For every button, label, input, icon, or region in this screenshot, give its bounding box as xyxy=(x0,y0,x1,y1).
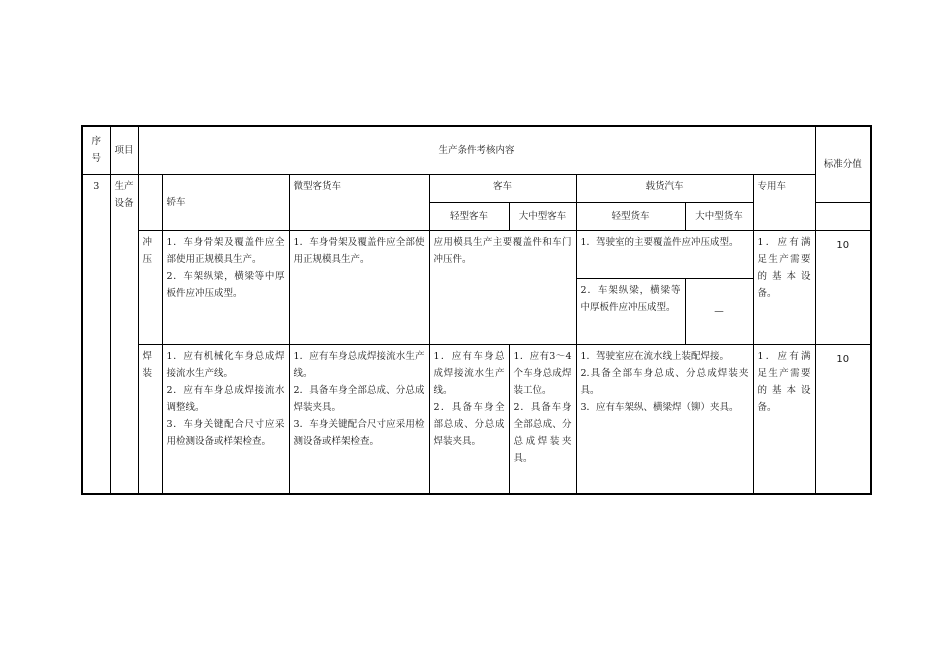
sedan-header: 轿车 xyxy=(162,174,289,230)
score-header: 标准分值 xyxy=(815,126,871,202)
truck-header: 载货汽车 xyxy=(576,174,753,202)
stamping-micro: 1．车身骨架及覆盖件应全部使用正规模具生产。 xyxy=(289,230,429,344)
welding-micro xyxy=(289,344,429,494)
bus-header: 客车 xyxy=(429,174,576,202)
score-subheader-blank xyxy=(815,202,871,230)
stamping-special: 1．应有满足生产需要的基本设备。 xyxy=(753,230,815,344)
welding-row xyxy=(82,344,871,494)
content-header: 生产条件考核内容 xyxy=(138,126,815,174)
welding-sedan-text: 1．应有机械化车身总成焊接流水生产线。 2．应有车身总成焊接流水调整线。 3．车身关键配合尺寸应采用检测设备或样架检查。 xyxy=(166,350,285,447)
welding-special: 1．应有满足生产需要的基本设备。 xyxy=(753,344,815,494)
welding-sedan xyxy=(162,344,289,494)
process-stamping: 冲压 xyxy=(138,230,162,344)
welding-bus-large-text: 1．应有3～4个车身总成焊装工位。 2．具备车身全部总成、分总成焊装夹具。 xyxy=(513,350,572,464)
stamping-row-a xyxy=(82,230,871,278)
process-header-blank xyxy=(138,174,162,230)
vehicle-type-row-1 xyxy=(82,174,871,202)
stamping-score: 10 xyxy=(815,230,871,344)
special-header: 专用车 xyxy=(753,174,815,230)
welding-truck-text: 1．驾驶室应在流水线上装配焊接。 2.具备全部车身总成、分总成焊装夹具。 3．应有车架纵、横梁焊（铆）夹具。 xyxy=(580,350,749,413)
truck-light-header: 轻型货车 xyxy=(576,202,685,230)
section-number: 3 xyxy=(82,174,110,494)
process-welding: 焊装 xyxy=(138,344,162,494)
stamping-truck-a: 1．驾驶室的主要覆盖件应冲压成型。 xyxy=(576,230,753,278)
seq-header: 序号 xyxy=(82,126,110,174)
welding-score: 10 xyxy=(815,344,871,494)
stamping-sedan xyxy=(162,230,289,344)
bus-light-header: 轻型客车 xyxy=(429,202,509,230)
bus-large-header: 大中型客车 xyxy=(509,202,576,230)
welding-truck xyxy=(576,344,753,494)
micro-header: 微型客货车 xyxy=(289,174,429,230)
truck-large-header: 大中型货车 xyxy=(685,202,753,230)
production-conditions-table xyxy=(81,125,872,495)
item-header: 项目 xyxy=(110,126,138,174)
section-name: 生产设备 xyxy=(110,174,138,494)
header-row xyxy=(82,126,871,174)
stamping-bus: 应用模具生产主要覆盖件和车门冲压件。 xyxy=(429,230,576,344)
stamping-sedan-text: 1．车身骨架及覆盖件应全部使用正规模具生产。 2．车架纵梁，横梁等中厚板件应冲压成型。 xyxy=(166,236,285,299)
stamping-truck-light: 2．车架纵梁，横梁等中厚板件应冲压成型。 xyxy=(576,278,685,344)
welding-bus-large xyxy=(509,344,576,494)
welding-micro-text: 1．应有车身总成焊接流水生产线。 2．具备车身全部总成、分总成焊装夹具。 3．车身关键配合尺寸应采用检测设备或样架检查。 xyxy=(293,350,425,447)
stamping-truck-large: — xyxy=(685,278,753,344)
welding-bus-light-text: 1．应有车身总成焊接流水生产线。 2．具备车身全部总成、分总成焊装夹具。 xyxy=(433,350,505,447)
welding-bus-light xyxy=(429,344,509,494)
